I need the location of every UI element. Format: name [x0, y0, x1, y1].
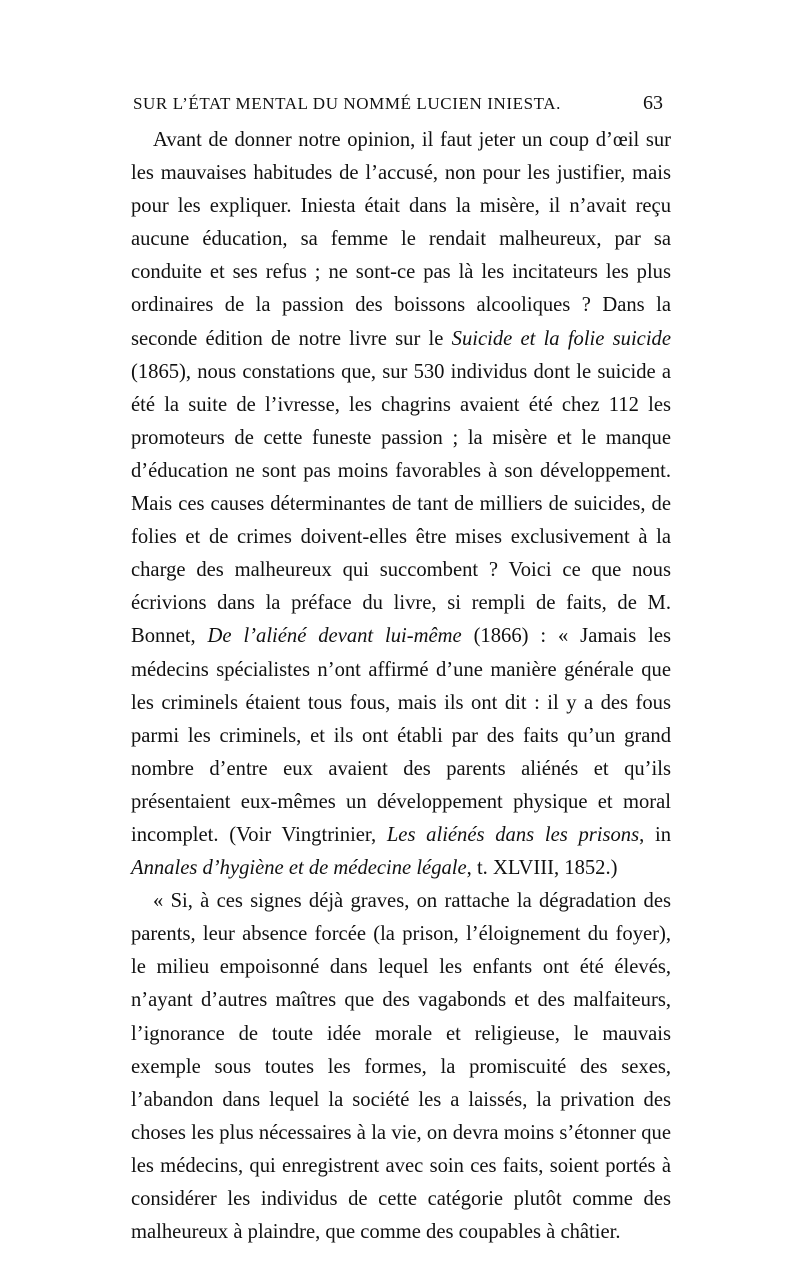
page-number: 63 [643, 92, 663, 114]
para1-text-5: , t. XLVIII, 1852.) [466, 857, 618, 880]
para1-title-aliene: De l’aliéné devant lui-même [207, 625, 462, 648]
running-title: SUR L’ÉTAT MENTAL DU NOMMÉ LUCIEN INIESTA. [133, 94, 561, 113]
para1-text-2: (1865), nous constations que, sur 530 individus dont le suicide a été la suite de l’ivresse, les chagrins avaient été chez 112 les promoteurs de cette funeste passion ; la misère et le manque d’éducation ne sont pas moins favorables à son développement. Mais ces causes déterminantes de tant de milliers de suicides, de folies et de crimes doivent-elles être mises exclusivement à la charge des malheureux qui succombent ? Voici ce que nous écrivions dans la préface du livre, si rempli de faits, de M. Bonnet, [131, 360, 671, 648]
para1-text-3: (1866) : « Jamais les médecins spécialistes n’ont affirmé d’une manière générale que les criminels étaient tous fous, mais ils ont dit : il y a des fous parmi les criminels, et ils ont établi par des faits qu’un grand nombre d’entre eux avaient des parents aliénés et qu’ils présentaient eux-mêmes un développement physique et moral incomplet. (Voir Vingtrinier, [131, 625, 672, 846]
para1-text-4: , in [639, 823, 671, 846]
para1-title-suicide: Suicide et la folie suicide [451, 327, 671, 350]
para1-title-prisons: Les aliénés dans les prisons [386, 823, 640, 846]
para1-text-1: Avant de donner notre opinion, il faut jeter un coup d’œil sur les mauvaises habitudes de l’accusé, non pour les justifier, mais pour les expliquer. Iniesta était dans la misère, il n’avait reçu aucune éducation, sa femme le rendait malheureux, par sa conduite et ses refus ; ne sont-ce pas là les incitateurs les plus ordinaires de la passion des boissons alcooliques ? Dans la seconde édition de notre livre sur le [131, 129, 671, 350]
para1-title-annales: Annales d’hygiène et de médecine légale [131, 857, 467, 880]
paragraph-1 [131, 124, 671, 885]
para2-text-1: « Si, à ces signes déjà graves, on rattache la dégradation des parents, leur absence forcée (la prison, l’éloignement du foyer), le milieu empoisonné dans lequel les enfants ont été élevés, n’ayant d’autres maîtres que des vagabonds et des malfaiteurs, l’ignorance de toute idée morale et religieuse, le mauvais exemple sous toutes les formes, la promiscuité des sexes, l’abandon dans lequel la société les a laissés, la privation des choses les plus nécessaires à la vie, on devra moins s’étonner que les médecins, qui enregistrent avec soin ces faits, soient portés à considérer les individus de cette catégorie plutôt comme des malheureux à plaindre, que comme des coupables à châtier. [131, 890, 671, 1244]
running-header [133, 92, 663, 120]
paragraph-2 [131, 885, 671, 1249]
body-text [131, 124, 671, 1249]
